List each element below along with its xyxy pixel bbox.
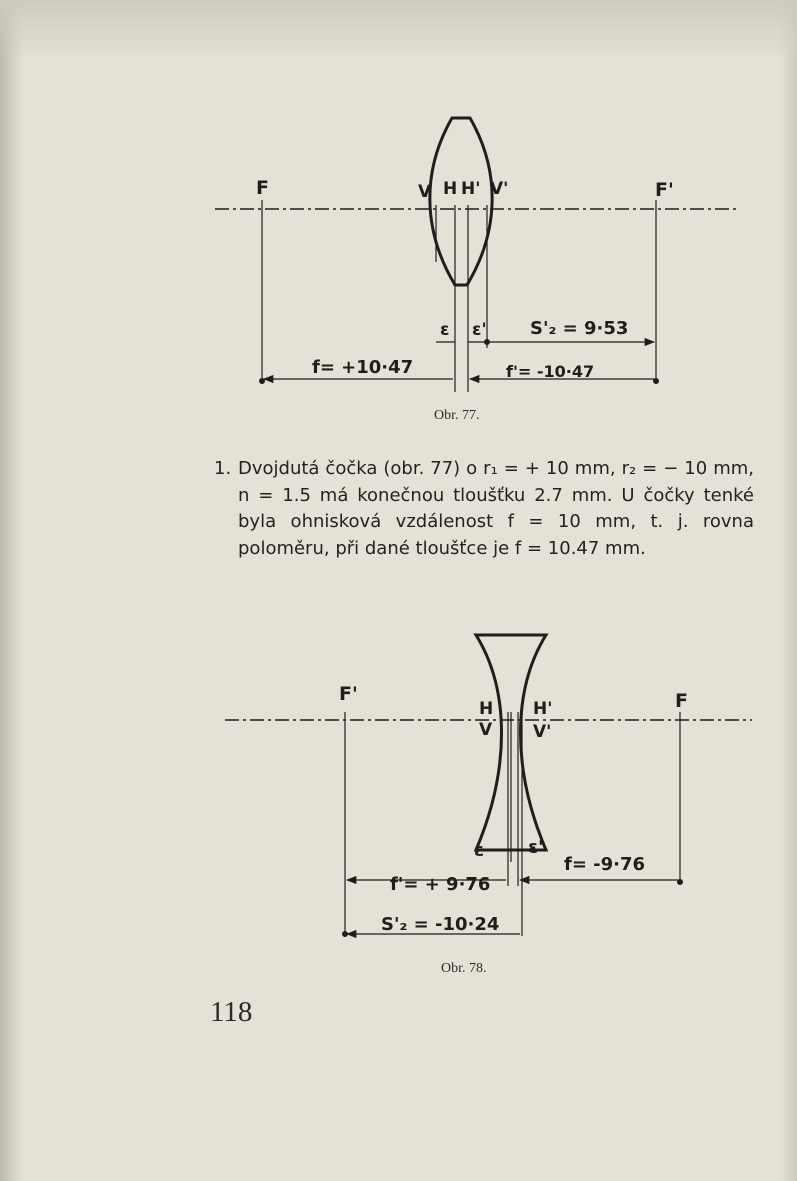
paragraph-text: Dvojdutá čočka (obr. 77) o r₁ = + 10 mm, r₂ = − 10 mm, n = 1.5 má konečnou tloušťku 2.7 mm. U čočky tenké byla ohnisková vzdálenost f = 10 mm, t. j. rovna poloměru, při dané tloušťce je f = 10.47 mm. xyxy=(238,458,754,559)
label-f-prime-78: f'= + 9·76 xyxy=(390,874,491,895)
label-H-prime-78: H' xyxy=(533,699,553,719)
label-epsilon: ε xyxy=(440,320,450,340)
label-f-prime: f'= -10·47 xyxy=(506,362,595,381)
label-s2: S'₂ = 9·53 xyxy=(530,318,629,339)
label-f-78: f= -9·76 xyxy=(564,854,646,875)
label-H-78: H xyxy=(479,699,494,719)
label-epsilon-prime-78: ε' xyxy=(528,837,544,858)
label-s2-78: S'₂ = -10·24 xyxy=(381,914,500,935)
paragraph-example-1 xyxy=(214,456,754,562)
label-F: F xyxy=(256,177,269,199)
label-F-78: F xyxy=(675,690,688,712)
label-F-prime: F' xyxy=(655,179,674,201)
label-epsilon-prime: ε' xyxy=(472,320,487,340)
label-H-prime: H' xyxy=(461,179,481,199)
label-epsilon-78: ε xyxy=(474,840,485,861)
label-H: H xyxy=(443,179,458,199)
fprime-point-78 xyxy=(343,932,348,937)
figure-77-caption: Obr. 77. xyxy=(434,408,480,423)
label-F-prime-78: F' xyxy=(339,683,358,705)
label-f: f= +10·47 xyxy=(312,357,414,378)
label-V-78: V xyxy=(479,720,493,740)
figure-77-labels xyxy=(256,177,674,381)
vprime-point xyxy=(485,340,490,345)
f-point xyxy=(260,379,265,384)
figure-78-labels xyxy=(339,683,688,935)
biconvex-lens xyxy=(430,118,492,285)
figure-78-caption: Obr. 78. xyxy=(441,961,487,976)
fprime-point xyxy=(654,379,659,384)
label-V: V xyxy=(418,182,432,202)
page-number: 118 xyxy=(210,996,253,1028)
label-V-prime: V' xyxy=(490,179,509,199)
paragraph-number: 1. xyxy=(214,458,232,479)
label-V-prime-78: V' xyxy=(533,722,552,742)
figure-77 xyxy=(215,118,740,392)
f-point-78 xyxy=(678,880,683,885)
